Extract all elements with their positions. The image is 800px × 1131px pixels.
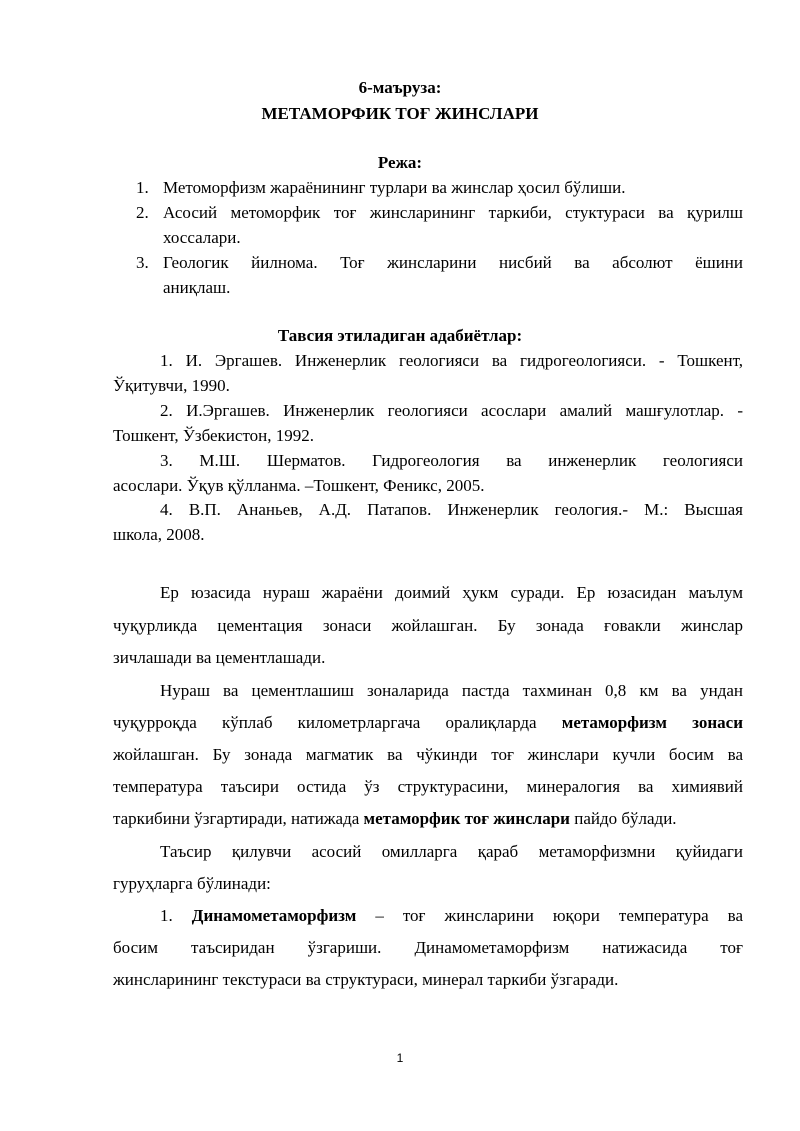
paragraph-line: Таъсир қилувчи асосий омилларга қараб метаморфизмни қуйидаги: [160, 842, 743, 861]
text-run: таркибини ўзгартиради, натижада: [113, 809, 360, 828]
text-run: чуқурроқда кўплаб километрларгача оралиқларда: [113, 713, 537, 732]
lecture-number: 6-маъруза:: [358, 78, 442, 97]
paragraph-line: жинсларининг текстураси ва структураси, минерал таркиби ўзгаради.: [113, 970, 619, 989]
reference-line: 3. М.Ш. Шерматов. Гидрогеология ва инженерлик геологияси: [160, 451, 743, 470]
plan-item-line: Геологик йилнома. Тоғ жинсларини нисбий ва абсолют ёшини: [163, 253, 743, 272]
text-run: 1.: [160, 906, 173, 925]
plan-item-number: 3.: [136, 253, 149, 272]
paragraph-line: [113, 713, 743, 733]
page-title: МЕТАМОРФИК ТОҒ ЖИНСЛАРИ: [261, 104, 539, 123]
bold-term: метаморфизм зонаси: [561, 713, 744, 732]
plan-item-line: аниқлаш.: [163, 278, 231, 297]
reference-line: 4. В.П. Ананьев, А.Д. Патапов. Инженерлик геология.- М.: Высшая: [160, 500, 743, 519]
paragraph-line: босим таъсиридан ўзгариши. Динамометаморфизм натижасида тоғ: [113, 938, 743, 957]
paragraph-line: чуқурликда цементация зонаси жойлашган. Бу зонада ғовакли жинслар: [113, 616, 743, 635]
text-run: – тоғ жинсларини юқори температура ва: [375, 906, 744, 925]
page-number: 1: [396, 1051, 404, 1065]
text-run: пайдо бўлади.: [574, 809, 677, 828]
reference-line: 1. И. Эргашев. Инженерлик геологияси ва гидрогеологияси. - Тошкент,: [160, 351, 743, 370]
plan-item-line: Метоморфизм жараёнининг турлари ва жинслар ҳосил бўлиши.: [163, 178, 626, 197]
paragraph-line: Нураш ва цементлашиш зоналарида пастда тахминан 0,8 км ва ундан: [160, 681, 743, 700]
plan-item-number: 2.: [136, 203, 149, 222]
paragraph-line: зичлашади ва цементлашади.: [113, 648, 326, 667]
reference-line: асослари. Ўқув қўлланма. –Тошкент, Феникс, 2005.: [113, 476, 485, 495]
bold-term: метаморфик тоғ жинслари: [363, 809, 570, 828]
paragraph-line: Ер юзасида нураш жараёни доимий ҳукм суради. Ер юзасидан маълум: [160, 583, 743, 602]
paragraph-line: температура таъсири остида ўз структурасини, минералогия ва химиявий: [113, 777, 743, 796]
references-heading: Тавсия этиладиган адабиётлар:: [277, 326, 523, 345]
paragraph-line: жойлашган. Бу зонада магматик ва чўкинди тоғ жинслари кучли босим ва: [113, 745, 743, 764]
reference-line: школа, 2008.: [113, 525, 205, 544]
paragraph-line: [160, 906, 743, 926]
bold-term: Динамометаморфизм: [191, 906, 357, 925]
reference-line: Тошкент, Ўзбекистон, 1992.: [113, 426, 315, 445]
plan-item-line: хоссалари.: [163, 228, 241, 247]
paragraph-line: гуруҳларга бўлинади:: [113, 874, 271, 893]
plan-heading: Режа:: [377, 153, 423, 172]
reference-line: Ўқитувчи, 1990.: [113, 376, 230, 395]
reference-line: 2. И.Эргашев. Инженерлик геологияси асослари амалий машғулотлар. -: [160, 401, 743, 420]
plan-item-number: 1.: [136, 178, 149, 197]
paragraph-line: [113, 809, 743, 829]
plan-item-line: Асосий метоморфик тоғ жинсларининг таркиби, стуктураси ва қурилш: [163, 203, 743, 222]
